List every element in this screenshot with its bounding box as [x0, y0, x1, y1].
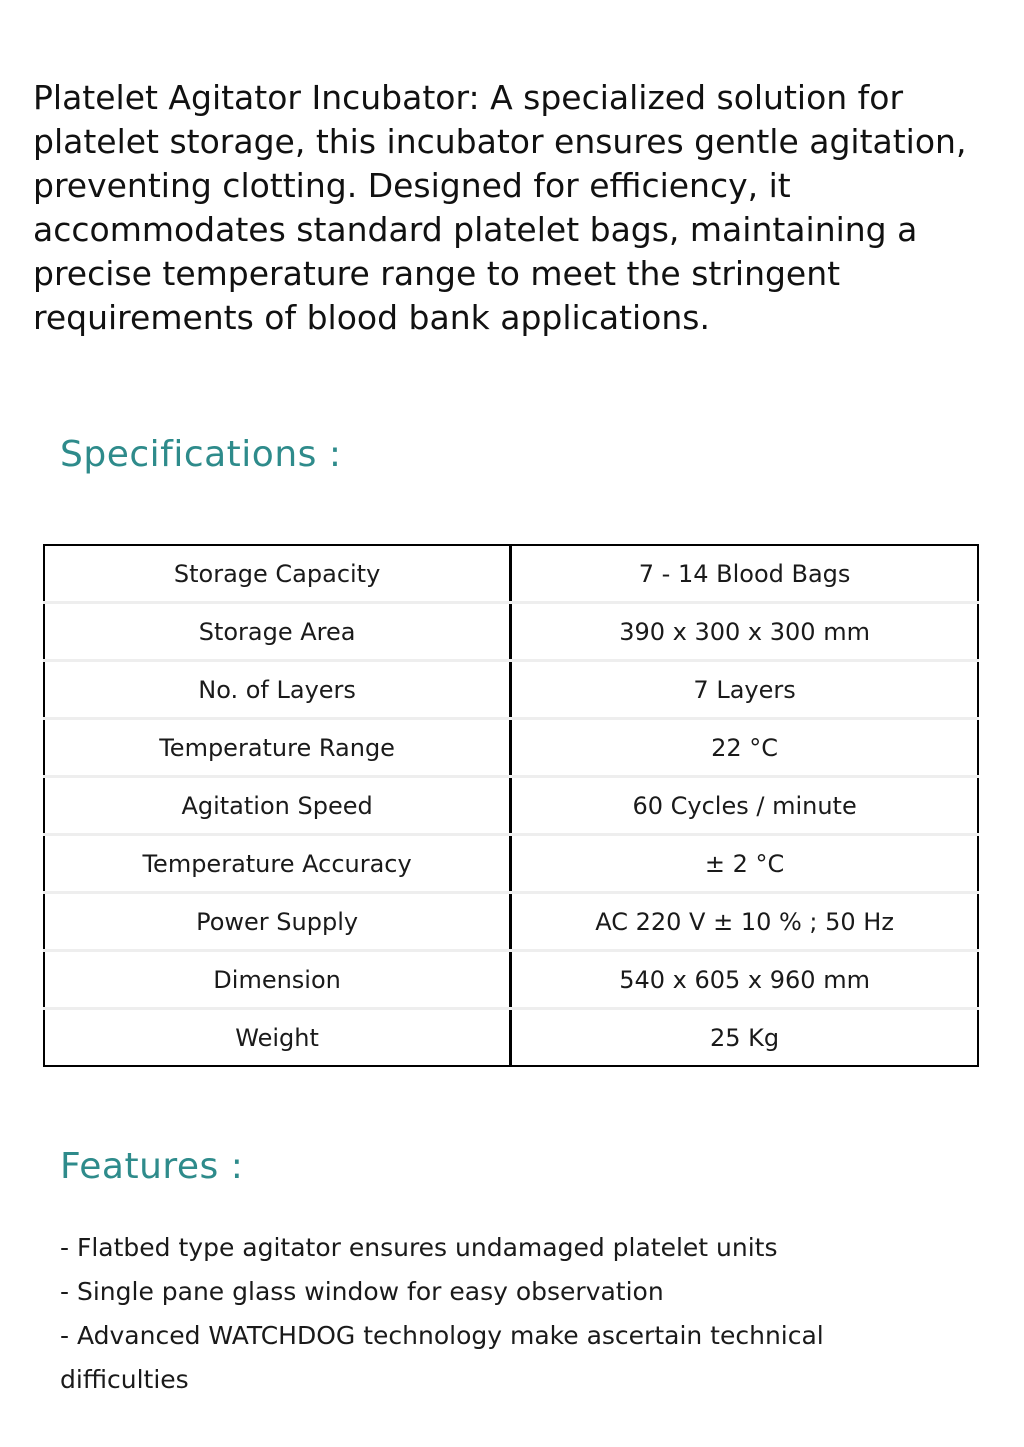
product-description: Platelet Agitator Incubator: A specialized solution for platelet storage, this incubator ensures gentle agitation, preventing clotting. Designed for efficiency, it accommodates standard platelet bags, maintaining a precise temperature range to meet the stringent requirements of blood bank applications. — [33, 78, 967, 337]
spec-label: Storage Area — [44, 603, 511, 661]
table-row — [44, 545, 978, 603]
table-row — [44, 603, 978, 661]
spec-value: 7 Layers — [511, 661, 978, 719]
spec-value: 60 Cycles / minute — [511, 777, 978, 835]
table-row — [44, 777, 978, 835]
spec-value: 22 °C — [511, 719, 978, 777]
list-item: - Advanced WATCHDOG technology make ascertain technical difficulties — [60, 1321, 824, 1394]
spec-label: Temperature Range — [44, 719, 511, 777]
table-row — [44, 1009, 978, 1067]
table-row — [44, 835, 978, 893]
features-list — [60, 1226, 960, 1402]
spec-label: Temperature Accuracy — [44, 835, 511, 893]
table-row — [44, 661, 978, 719]
table-row — [44, 719, 978, 777]
spec-label: No. of Layers — [44, 661, 511, 719]
spec-label: Dimension — [44, 951, 511, 1009]
specifications-heading: Specifications : — [60, 434, 342, 475]
features-heading: Features : — [60, 1146, 244, 1187]
spec-label: Agitation Speed — [44, 777, 511, 835]
spec-label: Storage Capacity — [44, 545, 511, 603]
table-row — [44, 893, 978, 951]
specifications-table — [43, 544, 979, 1067]
table-row — [44, 951, 978, 1009]
spec-label: Power Supply — [44, 893, 511, 951]
spec-value: 25 Kg — [710, 1023, 780, 1052]
spec-value: 540 x 605 x 960 mm — [511, 951, 978, 1009]
spec-value: 390 x 300 x 300 mm — [511, 603, 978, 661]
spec-value: AC 220 V ± 10 % ; 50 Hz — [511, 893, 978, 951]
list-item: - Single pane glass window for easy observation — [60, 1277, 664, 1306]
spec-label: Weight — [44, 1009, 511, 1067]
spec-value: ± 2 °C — [511, 835, 978, 893]
list-item: - Flatbed type agitator ensures undamaged platelet units — [60, 1233, 778, 1262]
spec-value: 7 - 14 Blood Bags — [511, 545, 978, 603]
